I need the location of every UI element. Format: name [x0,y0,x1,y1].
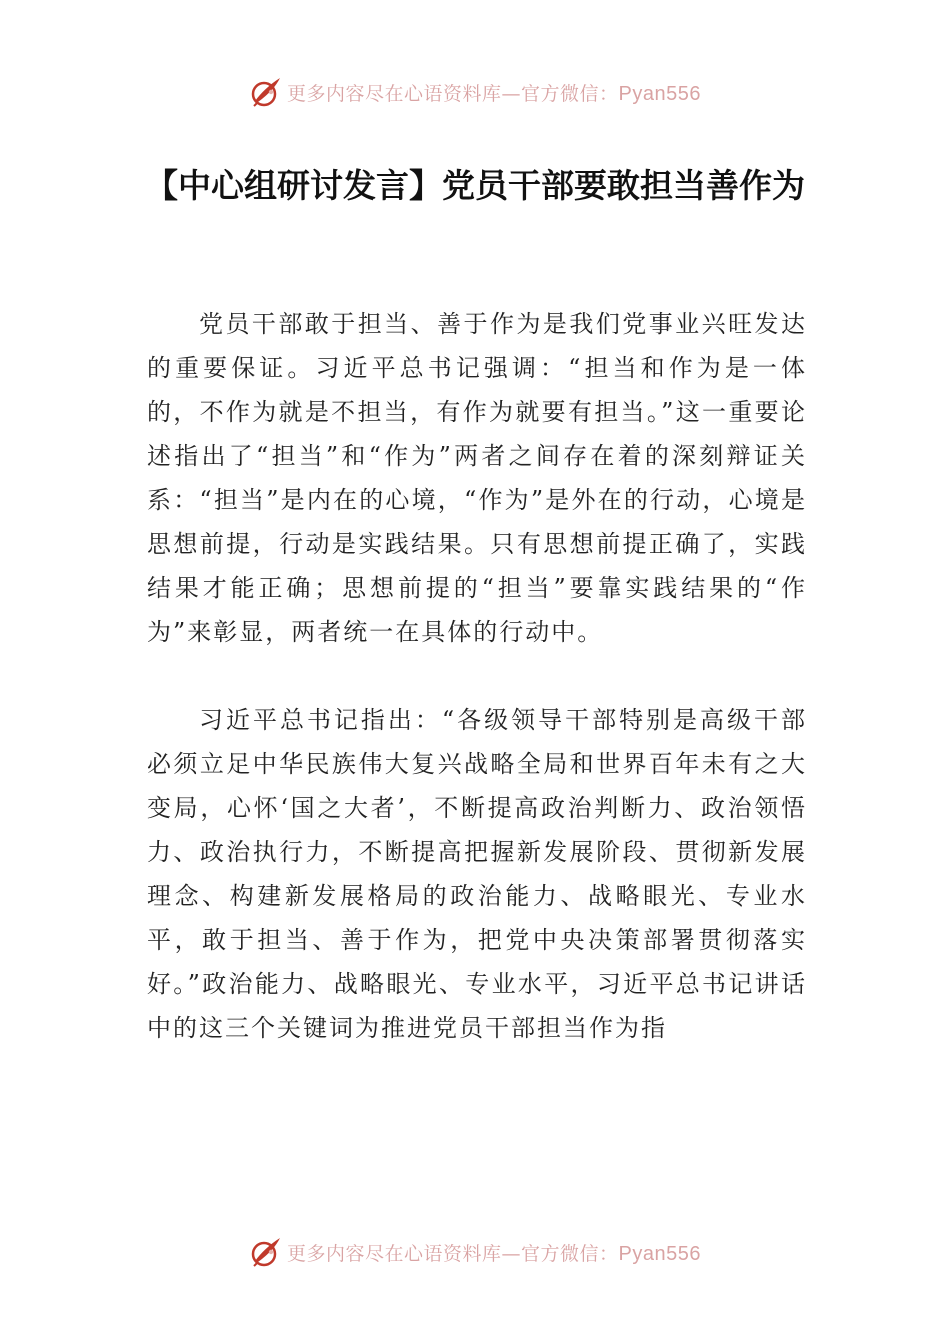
quill-pen-logo-icon [249,1235,283,1269]
banner-text [287,79,701,106]
paragraph-2: 习近平总书记指出：“各级领导干部特别是高级干部必须立足中华民族伟大复兴战略全局和世界百年未有之大变局，心怀‘国之大者’，不断提高政治判断力、政治领悟力、政治执行力，不断提高把握新发展阶段、贯彻新发展理念、构建新发展格局的政治能力、战略眼光、专业水平，敢于担当、善于作为，把党中央决策部署贯彻落实好。”政治能力、战略眼光、专业水平，习近平总书记讲话中的这三个关键词为推进党员干部担当作为指 [147,706,807,1042]
wechat-id: Pyan556 [618,1242,701,1265]
header-banner [0,72,950,112]
banner-text [287,1239,701,1266]
footer-banner [0,1232,950,1272]
banner-slogan: 更多内容尽在心语资料库—官方微信： [287,1242,619,1265]
paragraph-1: 党员干部敢于担当、善于作为是我们党事业兴旺发达的重要保证。习近平总书记强调：“担当和作为是一体的，不作为就是不担当，有作为就要有担当。”这一重要论述指出了“担当”和“作为”两者之间存在着的深刻辩证关系：“担当”是内在的心境，“作为”是外在的行动，心境是思想前提，行动是实践结果。只有思想前提正确了，实践结果才能正确；思想前提的“担当”要靠实践结果的“作为”来彰显，两者统一在具体的行动中。 [147,310,807,646]
banner-slogan: 更多内容尽在心语资料库—官方微信： [287,82,619,105]
document-title: 【中心组研讨发言】党员干部要敢担当善作为 [145,166,805,205]
document-body [147,302,807,1050]
wechat-id: Pyan556 [618,82,701,105]
quill-pen-logo-icon [249,75,283,109]
